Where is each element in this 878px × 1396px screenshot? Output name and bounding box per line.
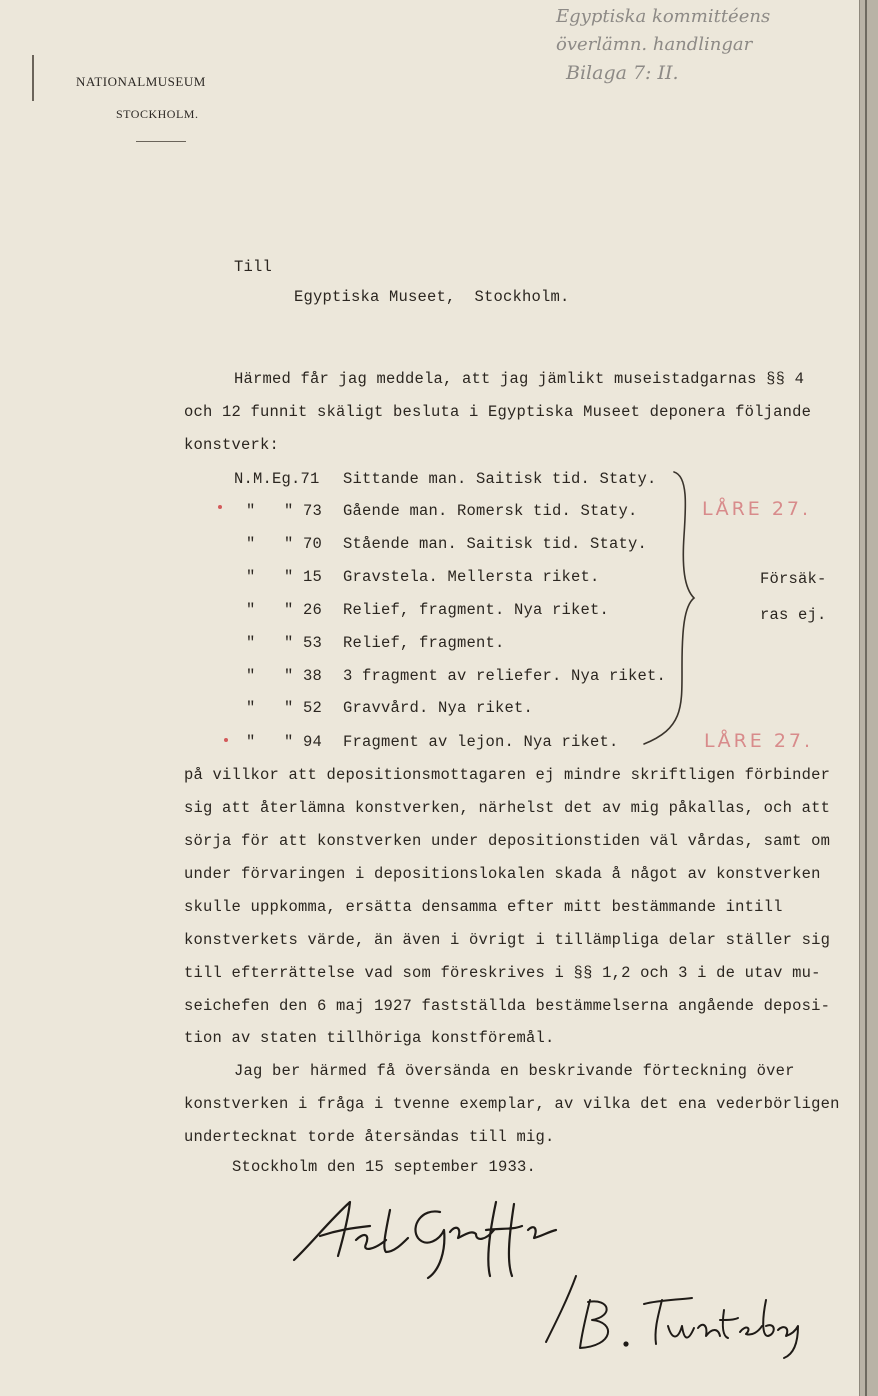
item-desc: 3 fragment av reliefer. Nya riket. <box>343 667 667 685</box>
conditions-line: under förvaringen i depositionslokalen skada å något av konstverken <box>184 865 821 883</box>
conditions-line: konstverkets värde, än även i övrigt i tillämpliga delar ställer sig <box>184 931 831 949</box>
letterhead-city: STOCKHOLM. <box>116 107 199 121</box>
item-ref: " " 70 <box>246 535 323 553</box>
item-ref: " " 73 <box>246 502 323 520</box>
conditions-line: sig att återlämna konstverken, närhelst det av mig påkallas, och att <box>184 799 831 817</box>
signature-second <box>540 1270 800 1360</box>
conditions-line: seichefen den 6 maj 1927 fastställda bestämmelserna angående deposi- <box>184 997 831 1015</box>
item-desc: Relief, fragment. <box>343 634 505 652</box>
signature-first <box>290 1190 560 1280</box>
margin-mark <box>32 55 34 101</box>
request-line: Jag ber härmed få översända en beskrivande förteckning över <box>234 1062 795 1080</box>
red-dot-marker <box>224 738 228 742</box>
intro-line: Härmed får jag meddela, att jag jämlikt museistadgarnas §§ 4 <box>234 370 805 388</box>
archive-note-line-2: överlämn. handlingar <box>556 34 753 55</box>
item-desc: Gravstela. Mellersta riket. <box>343 568 600 586</box>
item-ref: " " 52 <box>246 699 323 717</box>
red-pencil-mark: LÅRE 27. <box>702 498 812 520</box>
conditions-line: på villkor att depositionsmottagaren ej mindre skriftligen förbinder <box>184 766 831 784</box>
request-line: konstverken i fråga i tvenne exemplar, av vilka det ena vederbörligen <box>184 1095 840 1113</box>
conditions-line: till efterrättelse vad som föreskrives i §§ 1,2 och 3 i de utav mu- <box>184 964 821 982</box>
item-ref: N.M.Eg.71 <box>234 470 320 488</box>
item-ref: " " 38 <box>246 667 323 685</box>
archive-note-line-3: Bilaga 7: II. <box>566 62 679 84</box>
item-desc: Sittande man. Saitisk tid. Staty. <box>343 470 657 488</box>
item-desc: Stående man. Saitisk tid. Staty. <box>343 535 648 553</box>
dateline: Stockholm den 15 september 1933. <box>232 1158 537 1176</box>
red-pencil-mark: LÅRE 27. <box>704 730 814 752</box>
item-desc: Gravvård. Nya riket. <box>343 699 534 717</box>
recipient: Egyptiska Museet, Stockholm. <box>294 288 570 306</box>
intro-line: konstverk: <box>184 436 280 454</box>
insurance-note-line-2: ras ej. <box>760 606 827 624</box>
item-desc: Relief, fragment. Nya riket. <box>343 601 610 619</box>
salutation: Till <box>234 258 273 276</box>
page-edge <box>859 0 878 1396</box>
conditions-line: skulle uppkomma, ersätta densamma efter mitt bestämmande intill <box>184 898 783 916</box>
insurance-note-line-1: Försäk- <box>760 570 827 588</box>
item-desc: Gående man. Romersk tid. Staty. <box>343 502 638 520</box>
conditions-line: sörja för att konstverken under depositionstiden väl vårdas, samt om <box>184 832 831 850</box>
item-ref: " " 15 <box>246 568 323 586</box>
item-desc: Fragment av lejon. Nya riket. <box>343 733 619 751</box>
intro-line: och 12 funnit skäligt besluta i Egyptiska Museet deponera följande <box>184 403 812 421</box>
request-line: undertecknat torde återsändas till mig. <box>184 1128 555 1146</box>
letterhead-institution: NATIONALMUSEUM <box>76 74 206 89</box>
letterhead-rule <box>136 141 186 142</box>
archive-note-line-1: Egyptiska kommittéens <box>556 6 771 27</box>
brace-mark <box>640 466 700 751</box>
item-ref: " " 94 <box>246 733 323 751</box>
red-dot-marker <box>218 505 222 509</box>
conditions-line: tion av staten tillhöriga konstföremål. <box>184 1029 555 1047</box>
item-ref: " " 53 <box>246 634 323 652</box>
item-ref: " " 26 <box>246 601 323 619</box>
